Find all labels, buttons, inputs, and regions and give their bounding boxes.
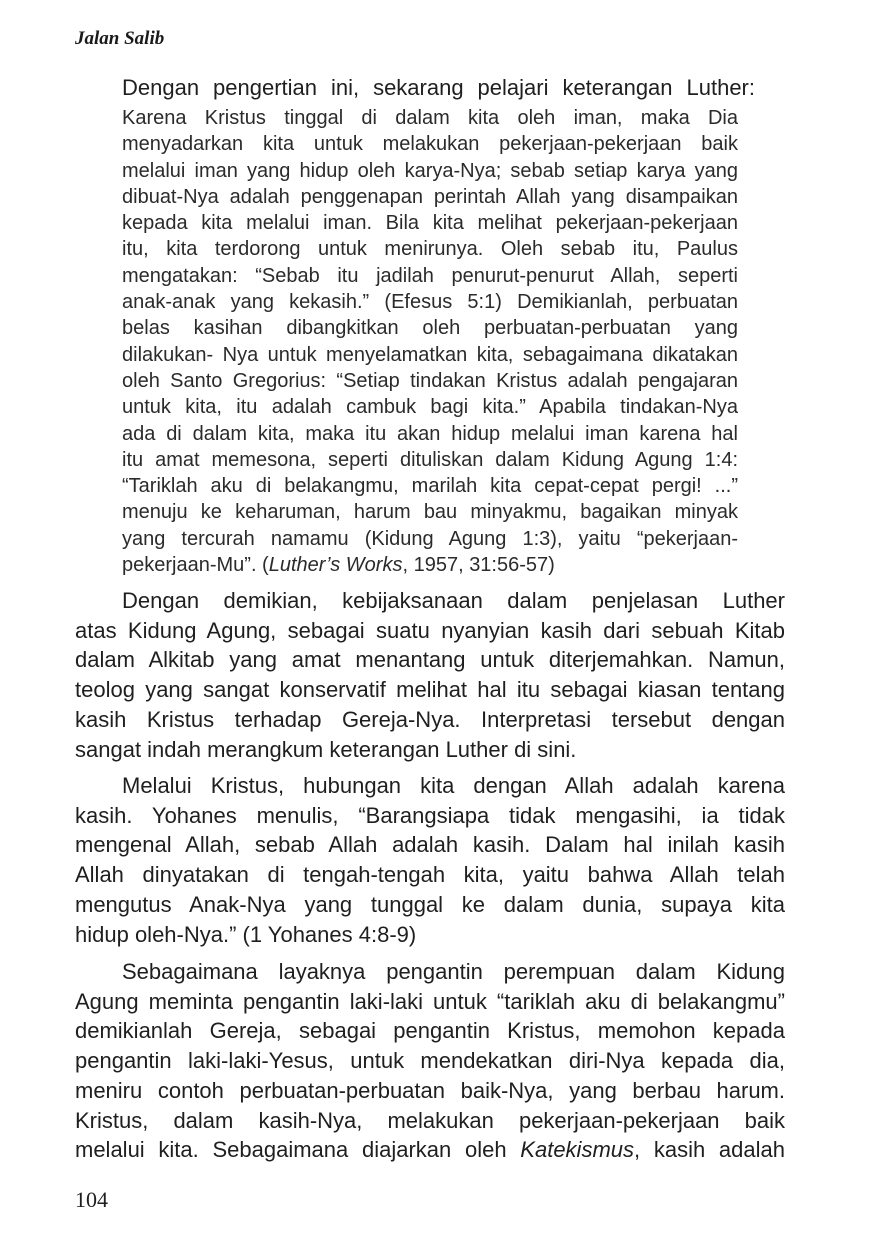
quote-line: menyadarkan kita untuk melakukan pekerjaan-pekerjaan baik [122, 133, 738, 156]
quote-line: dilakukan- Nya untuk menyelamatkan kita, sebagaimana dikatakan [122, 343, 738, 366]
quote-line: kepada kita melalui iman. Bila kita melihat pekerjaan-pekerjaan [122, 212, 738, 235]
quote-line: menuju ke keharuman, harum bau minyakmu, bagaikan minyak [122, 501, 738, 524]
quote-line: Karena Kristus tinggal di dalam kita oleh iman, maka Dia [122, 107, 738, 129]
quote-line [122, 552, 738, 578]
intro-line: Dengan pengertian ini, sekarang pelajari keterangan Luther: [122, 75, 755, 100]
body-paragraph [75, 771, 785, 949]
page-number: 104 [75, 1187, 108, 1212]
paragraph-line: Melalui Kristus, hubungan kita dengan Allah adalah karena [122, 773, 785, 798]
quote-line: oleh Santo Gregorius: “Setiap tindakan Kristus adalah pengajaran [122, 369, 738, 392]
body-paragraph [75, 586, 785, 764]
running-header-title: Jalan Salib [75, 28, 165, 49]
paragraph-line: demikianlah Gereja, sebagai pengantin Kristus, memohon kepada [75, 1018, 785, 1044]
quote-line: mengatakan: “Sebab itu jadilah penurut-penurut Allah, seperti [122, 264, 738, 287]
quote-line: itu, kita terdorong untuk menirunya. Oleh sebab itu, Paulus [122, 238, 738, 261]
italic-title: Luther’s Works [268, 554, 403, 577]
quote-line: itu amat memesona, seperti dituliskan dalam Kidung Agung 1:4: [122, 448, 738, 471]
paragraph-line: Allah dinyatakan di tengah-tengah kita, yaitu bahwa Allah telah [75, 862, 785, 888]
quote-line: belas kasihan dibangkitkan oleh perbuatan-perbuatan yang [122, 317, 738, 340]
paragraph-line: pengantin laki-laki-Yesus, untuk mendekatkan diri-Nya kepada dia, [75, 1048, 785, 1074]
paragraph-line: meniru contoh perbuatan-perbuatan baik-Nya, yang berbau harum. [75, 1077, 785, 1103]
paragraph-line: kasih. Yohanes menulis, “Barangsiapa tidak mengasihi, ia tidak [75, 802, 785, 828]
paragraph-line: Kristus, dalam kasih-Nya, melakukan pekerjaan-pekerjaan baik [75, 1107, 785, 1133]
quote-line: ada di dalam kita, maka itu akan hidup melalui iman karena hal [122, 422, 738, 445]
text-segment: pekerjaan-Mu”. ( [122, 554, 269, 577]
quote-line: anak-anak yang kekasih.” (Efesus 5:1) Demikianlah, perbuatan [122, 291, 738, 314]
paragraph-line: dalam Alkitab yang amat menantang untuk diterjemahkan. Namun, [75, 647, 785, 673]
quote-line: yang tercurah namamu (Kidung Agung 1:3), yaitu “pekerjaan- [122, 527, 738, 550]
paragraph-line: Sebagaimana layaknya pengantin perempuan dalam Kidung [122, 959, 785, 984]
quote-line: untuk kita, itu adalah cambuk bagi kita.” Apabila tindakan-Nya [122, 396, 738, 419]
body-paragraph [75, 957, 785, 1165]
block-quote [122, 105, 738, 578]
text-segment: , kasih adalah [634, 1137, 785, 1163]
paragraph-line: hidup oleh-Nya.” (1 Yohanes 4:8-9) [75, 921, 417, 947]
paragraph-line: Dengan demikian, kebijaksanaan dalam penjelasan Luther [122, 588, 785, 613]
paragraph-line: kasih Kristus terhadap Gereja-Nya. Interpretasi tersebut dengan [75, 706, 785, 732]
paragraph-line: teolog yang sangat konservatif melihat hal itu sebagai kiasan tentang [75, 677, 785, 703]
paragraph-line: mengenal Allah, sebab Allah adalah kasih. Dalam hal inilah kasih [75, 832, 785, 858]
italic-title: Katekismus [520, 1137, 635, 1163]
paragraph-line: sangat indah merangkum keterangan Luther di sini. [75, 736, 577, 762]
paragraph-line: atas Kidung Agung, sebagai suatu nyanyian kasih dari sebuah Kitab [75, 617, 785, 643]
quote-line: dibuat-Nya adalah penggenapan perintah Allah yang disampaikan [122, 185, 738, 208]
quote-line: melalui iman yang hidup oleh karya-Nya; sebab setiap karya yang [122, 159, 738, 182]
text-segment: melalui kita. Sebagaimana diajarkan oleh [75, 1137, 521, 1163]
quote-line: “Tariklah aku di belakangmu, marilah kita cepat-cepat pergi! ...” [122, 475, 738, 498]
paragraph-line: Agung meminta pengantin laki-laki untuk “tariklah aku di belakangmu” [75, 988, 785, 1014]
paragraph-line [75, 1135, 785, 1165]
paragraph-line: mengutus Anak-Nya yang tunggal ke dalam dunia, supaya kita [75, 891, 785, 917]
text-segment: , 1957, 31:56-57) [402, 554, 555, 577]
